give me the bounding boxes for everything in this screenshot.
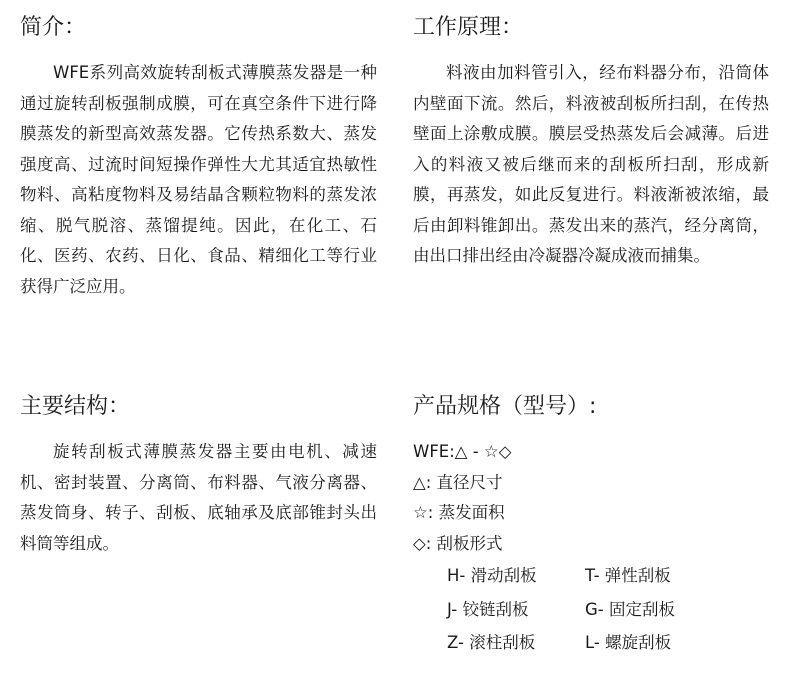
structure-heading: 主要结构：: [20, 394, 131, 419]
scraper-type-row: [447, 626, 783, 660]
specs-section: [413, 393, 783, 660]
scraper-type-row: [447, 593, 783, 627]
scraper-type-item: T- 弹性刮板: [585, 566, 671, 585]
intro-paragraph: WFE系列高效旋转刮板式薄膜蒸发器是一种通过旋转刮板强制成膜，可在真空条件下进行降膜蒸发的新型高效蒸发器。它传热系数大、蒸发强度高、过流时间短操作弹性大尤其适宜热敏性物料、高粘度物料及易结晶含颗粒物料的蒸发浓缩、脱气脱溶、蒸馏提纯。因此，在化工、石化、医药、农药、日化、食品、精细化工等行业获得广泛应用。: [20, 63, 377, 296]
scraper-type-item: H- 滑动刮板: [447, 566, 537, 585]
intro-heading: 简介：: [20, 15, 87, 40]
scraper-type-item: Z- 滚柱刮板: [447, 633, 536, 652]
principle-section: [413, 14, 769, 272]
legend-area: ☆: 蒸发面积: [413, 503, 505, 522]
structure-paragraph: 旋转刮板式薄膜蒸发器主要由电机、减速机、密封装置、分离筒、布料器、气液分离器、蒸发筒身、转子、刮板、底轴承及底部锥封头出料筒等组成。: [20, 442, 377, 553]
scraper-type-list: [447, 559, 783, 660]
model-code: WFE:△ - ☆◇: [413, 442, 512, 461]
intro-section: [20, 14, 377, 302]
scraper-type-row: [447, 559, 783, 593]
legend-scraper-type: ◇: 刮板形式: [413, 533, 503, 553]
scraper-type-item: L- 螺旋刮板: [585, 633, 672, 652]
principle-paragraph: 料液由加料管引入，经布料器分布，沿筒体内壁面下流。然后，料液被刮板所扫刮，在传热壁面上涂敷成膜。膜层受热蒸发后会减薄。后进入的料液又被后继而来的刮板所扫刮，形成新膜，再蒸发，如此反复进行。料液渐被浓缩，最后由卸料锥卸出。蒸发出来的蒸汽，经分离筒，由出口排出经由冷凝器冷凝成液而捕集。: [413, 63, 769, 265]
scraper-type-item: G- 固定刮板: [585, 599, 675, 619]
specs-heading: 产品规格（型号）:: [413, 394, 597, 419]
legend-diameter: △: 直径尺寸: [413, 472, 503, 492]
structure-section: [20, 393, 377, 559]
principle-heading: 工作原理：: [413, 15, 524, 40]
scraper-type-item: J- 铰链刮板: [447, 599, 529, 619]
